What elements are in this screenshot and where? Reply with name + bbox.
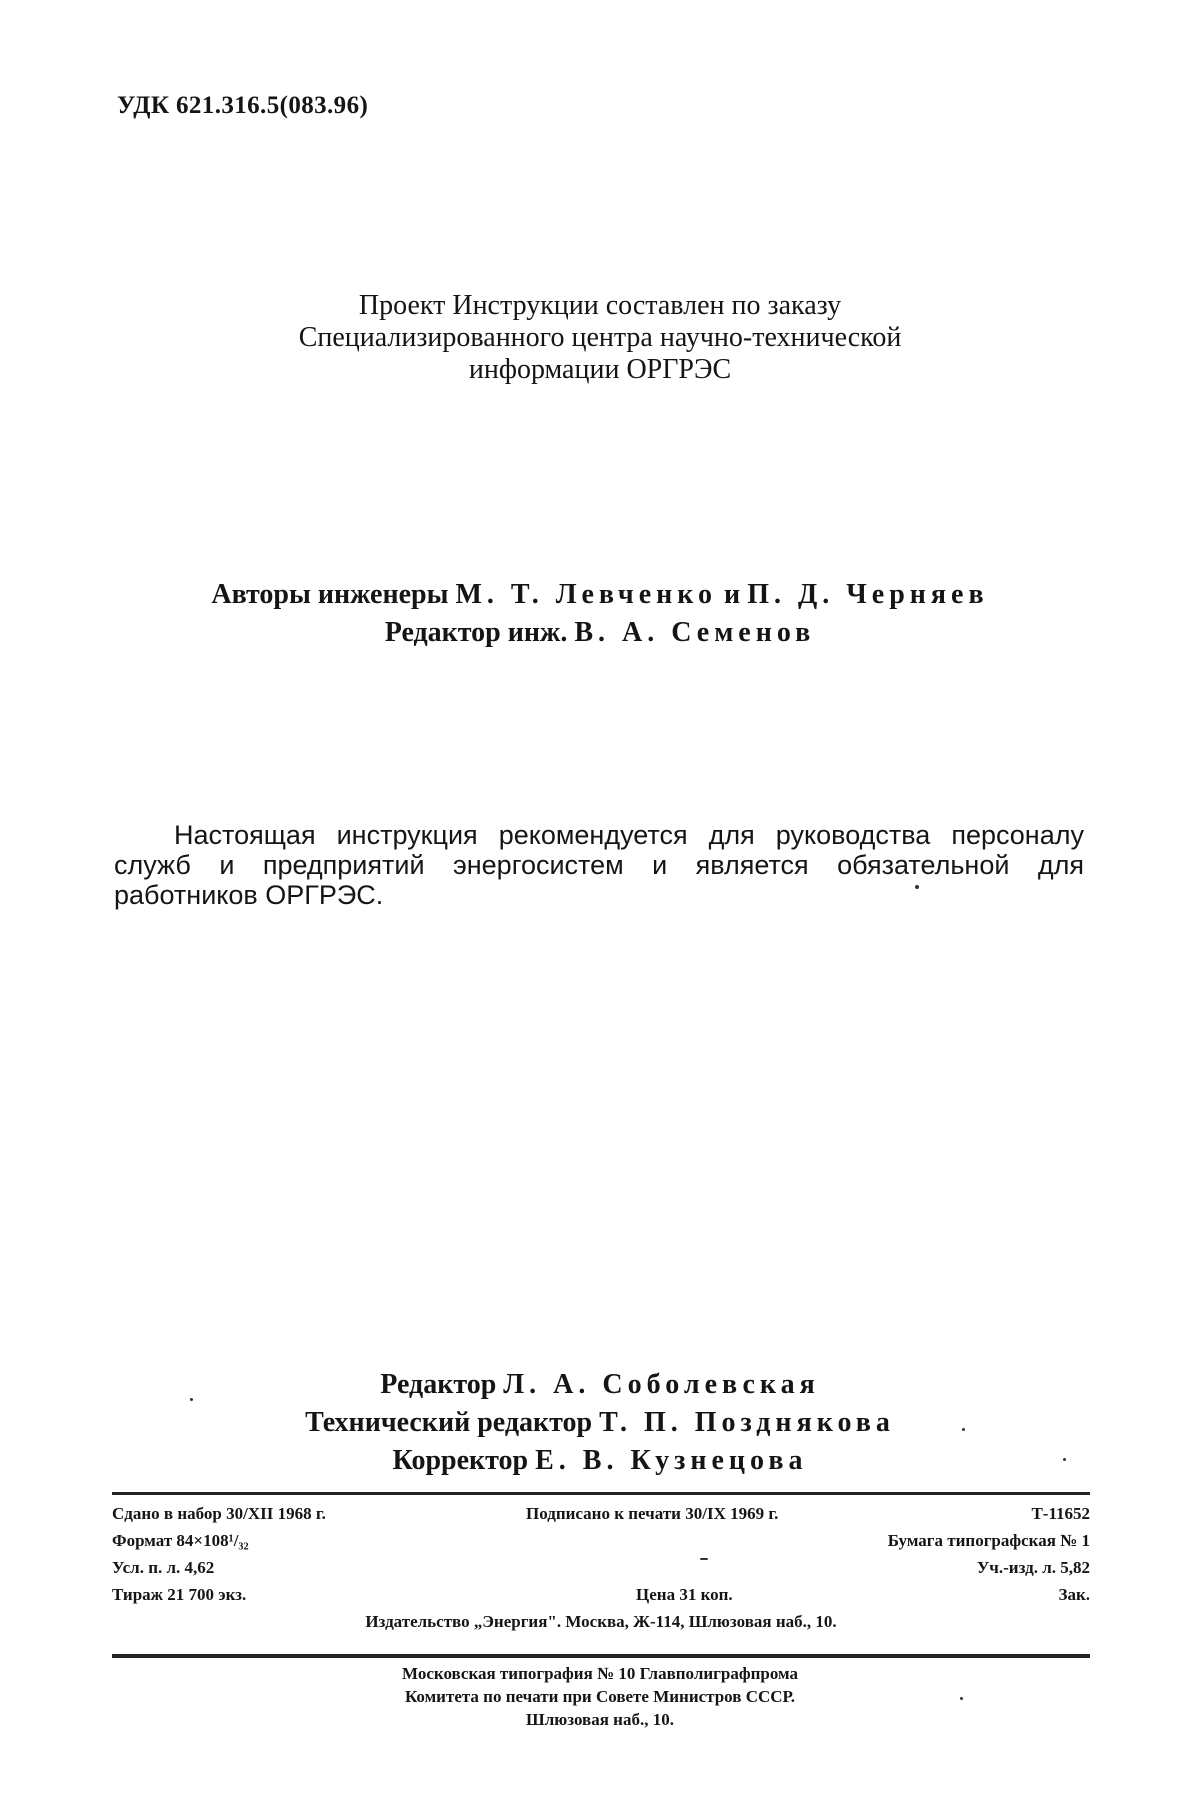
- printer-block: [0, 1662, 1200, 1731]
- authors-conjunction: и: [724, 579, 741, 610]
- editor-label: Редактор инж.: [384, 617, 568, 648]
- imprint-order: Зак.: [1058, 1585, 1090, 1604]
- credit-line-2: Специализированного центра научно-технической: [298, 322, 902, 353]
- imprint-row: [112, 1500, 1090, 1527]
- usage-notice: [114, 820, 1084, 910]
- imprint-code: Т-11652: [1031, 1504, 1090, 1523]
- imprint-conv-sheets: Усл. п. л. 4,62: [112, 1558, 215, 1577]
- staff-tech-editor-title: Технический редактор: [305, 1407, 593, 1438]
- imprint-sent-to-set: Сдано в набор 30/XII 1968 г.: [112, 1504, 326, 1523]
- author-name: М. Т. Левченко: [455, 579, 718, 610]
- staff-tech-editor-line: [0, 1404, 1200, 1442]
- imprint-row: [112, 1581, 1090, 1608]
- credit-line-1: Проект Инструкции составлен по заказу: [358, 290, 842, 321]
- credit-note: [0, 290, 1200, 386]
- imprint-bottom-rule: [112, 1654, 1090, 1658]
- imprint-row: [112, 1554, 1090, 1581]
- imprint-row: [112, 1527, 1090, 1554]
- staff-corrector-title: Корректор: [392, 1445, 529, 1476]
- printer-line-3: Шлюзовая наб., 10.: [526, 1710, 674, 1729]
- staff-editor-line: [0, 1366, 1200, 1404]
- printer-line-2: Комитета по печати при Совете Министров СССР.: [404, 1687, 796, 1706]
- imprint-format: Формат 84×108¹/₃₂: [112, 1531, 249, 1550]
- staff-block: [0, 1366, 1200, 1480]
- imprint-signed-for-print: Подписано к печати 30/IX 1969 г.: [526, 1504, 779, 1523]
- imprint-row: [112, 1608, 1090, 1635]
- scan-speck: [1063, 1458, 1066, 1461]
- scan-speck: [915, 885, 919, 889]
- editor-line: [0, 614, 1200, 652]
- imprint-print-run: Тираж 21 700 экз.: [112, 1585, 247, 1604]
- scan-speck: [962, 1428, 965, 1431]
- imprint-acc-sheets: Уч.-изд. л. 5,82: [976, 1558, 1090, 1577]
- authors-label: Авторы инженеры: [211, 579, 449, 610]
- author-name: П. Д. Черняев: [747, 579, 989, 610]
- editor-name: В. А. Семенов: [574, 617, 816, 648]
- imprint-price: Цена 31 коп.: [636, 1585, 733, 1604]
- imprint-publisher: Издательство „Энергия". Москва, Ж-114, Шлюзовая наб., 10.: [365, 1612, 837, 1631]
- usage-notice-text: Настоящая инструкция рекомендуется для руководства персоналу служб и предприятий энергосистем и является обязательной для работников ОРГРЭС.: [114, 820, 1084, 910]
- authors-line: [0, 576, 1200, 614]
- staff-tech-editor-name: Т. П. Позднякова: [599, 1407, 895, 1438]
- printer-line-1: Московская типография № 10 Главполиграфпрома: [402, 1664, 798, 1683]
- scan-speck: [190, 1398, 193, 1401]
- staff-corrector-name: Е. В. Кузнецова: [535, 1445, 808, 1476]
- scan-speck: [960, 1697, 963, 1700]
- authors-block: [0, 576, 1200, 652]
- udk-code: УДК 621.316.5(083.96): [117, 92, 369, 119]
- staff-editor-name: Л. А. Соболевская: [503, 1369, 820, 1400]
- imprint-block: [112, 1500, 1090, 1635]
- staff-corrector-line: [0, 1442, 1200, 1480]
- credit-line-3: информации ОРГРЭС: [468, 354, 732, 385]
- imprint-top-rule: [112, 1492, 1090, 1495]
- imprint-paper: Бумага типографская № 1: [887, 1531, 1090, 1550]
- staff-editor-title: Редактор: [380, 1369, 497, 1400]
- scan-speck: [700, 1558, 708, 1560]
